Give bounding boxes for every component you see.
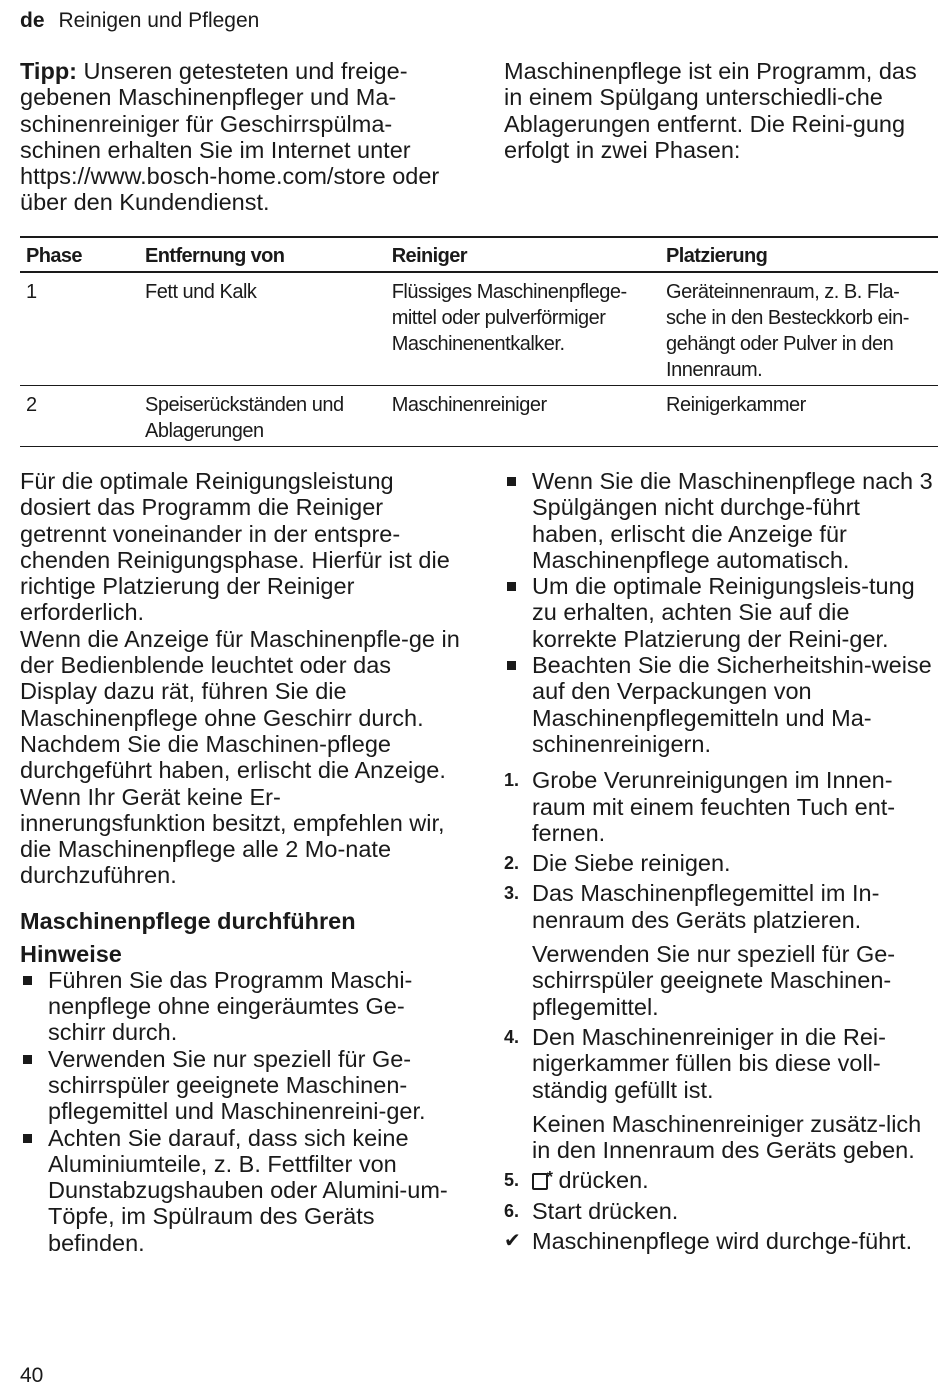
table-row [20,272,938,386]
checkmark-icon: ✔ [504,1230,521,1253]
body-paragraph: Wenn die Anzeige für Maschinenpfle-ge in der Bedienblende leuchtet oder das Display dazu rät, führen Sie die Maschinenpflege ohne Geschirr durch. Nachdem Sie die Maschinen-pflege durchgeführt haben, erlischt die Anzeige. Wenn Ihr Gerät keine Er-innerungsfunktion besitzt, empfehlen wir, die Maschinenpflege alle 2 Mo-nate durchzuführen. [20,625,460,889]
steps-list [504,767,934,1224]
table-cell: Geräteinnenraum, z. B. Fla-sche in den Besteckkorb ein-gehängt oder Pulver in den Innenraum. [660,272,938,386]
intro-text: Maschinenpflege ist ein Programm, das in einem Spülgang unterschiedli-che Ablagerungen entfernt. Die Reini-gung erfolgt in zwei Phasen: [504,58,917,163]
result-line: ✔ Maschinenpflege wird durchge-führt. [504,1228,913,1255]
page-header [20,8,259,34]
step-note: Verwenden Sie nur speziell für Ge-schirrspüler geeignete Maschinen-pflegemittel. [532,941,896,1020]
step-item: 3. Das Maschinenpflegemittel im In-nenraum des Geräts platzieren. Verwenden Sie nur speziell für Ge-schirrspüler geeignete Maschinen-pflegemittel. [504,880,934,1019]
body-paragraph: Für die optimale Reinigungsleistung dosiert das Programm die Reiniger getrennt voneinander in der entspre-chenden Reinigungsphase. Hierfür ist die richtige Platzierung der Reiniger erforderlich. [20,468,450,626]
machine-care-icon [532,1173,548,1190]
list-item: Wenn Sie die Maschinenpflege nach 3 Spülgängen nicht durchge-führt haben, erlischt die Anzeige für Maschinenpflege automatisch. [504,468,934,573]
step-item: 1. Grobe Verunreinigungen im Innen-raum mit einem feuchten Tuch ent-fernen. [504,767,896,846]
step-note: Keinen Maschinenreiniger zusätz-lich in den Innenraum des Geräts geben. [532,1110,922,1164]
table-cell: Speiserückständen und Ablagerungen [139,386,386,447]
left-column [20,468,460,1256]
list-item: Achten Sie darauf, dass sich keine Aluminiumteile, z. B. Fettfilter von Dunstabzugshauben oder Alumini-um-Töpfe, im Spülraum des Geräts befinden. [20,1125,460,1256]
section-title: Maschinenpflege durchführen [20,907,356,934]
square-bullet-icon [507,582,516,591]
square-bullet-icon [507,477,516,486]
tip-box [20,58,460,216]
list-item: Führen Sie das Programm Maschi-nenpflege ohne eingeräumtes Ge-schirr durch. [20,967,460,1046]
step-item: 6. Start drücken. [504,1197,679,1224]
phases-table [20,236,938,447]
square-bullet-icon [23,976,32,985]
tip-label: Tipp: [20,58,77,84]
list-item: Beachten Sie die Sicherheitshin-weise auf den Verpackungen von Maschinenpflegemitteln und Ma-schinenreinigern. [504,652,934,757]
table-cell: Reinigerkammer [660,386,938,447]
table-header-cell: Phase [20,237,139,272]
list-item: Verwenden Sie nur speziell für Ge-schirrspüler geeignete Maschinen-pflegemittel und Maschinenreini-ger. [20,1046,460,1125]
table-row [20,386,938,447]
step-item: 4. Den Maschinenreiniger in die Rei-nigerkammer füllen bis diese voll-ständig gefüllt ist. Keinen Maschinenreiniger zusätz-lich in den Innenraum des Geräts geben. [504,1024,934,1163]
table-cell: Fett und Kalk [139,272,386,386]
table-cell: 2 [20,386,139,447]
table-cell: Maschinenreiniger [386,386,660,447]
notes-list [20,967,460,1256]
section-header-title: Reinigen und Pflegen [58,9,260,32]
step-item: 5. * drücken. [504,1167,934,1193]
table-header-cell: Platzierung [660,237,938,272]
intro-paragraph [504,58,934,163]
right-column [504,468,934,1254]
page-number: 40 [20,1364,44,1387]
table-cell: 1 [20,272,139,386]
tip-text: Unseren getesteten und freige-gebenen Maschinenpfleger und Ma-schinenreiniger für Geschirrspülma-schinen erhalten Sie im Internet unter https://www.bosch-home.com/store oder über den Kundendienst. [20,58,440,216]
step-item: 2. Die Siebe reinigen. [504,850,731,877]
language-code: de [20,9,45,32]
notes-list-continued [504,468,934,757]
square-bullet-icon [23,1134,32,1143]
table-header-cell: Entfernung von [139,237,386,272]
table-header-row [20,237,938,272]
list-item: Um die optimale Reinigungsleis-tung zu erhalten, achten Sie auf die korrekte Platzierung der Reini-ger. [504,573,934,652]
table-cell: Flüssiges Maschinenpflege-mittel oder pulverförmiger Maschinenentkalker. [386,272,660,386]
notes-title: Hinweise [20,940,122,967]
table-header-cell: Reiniger [386,237,660,272]
square-bullet-icon [507,661,516,670]
square-bullet-icon [23,1055,32,1064]
